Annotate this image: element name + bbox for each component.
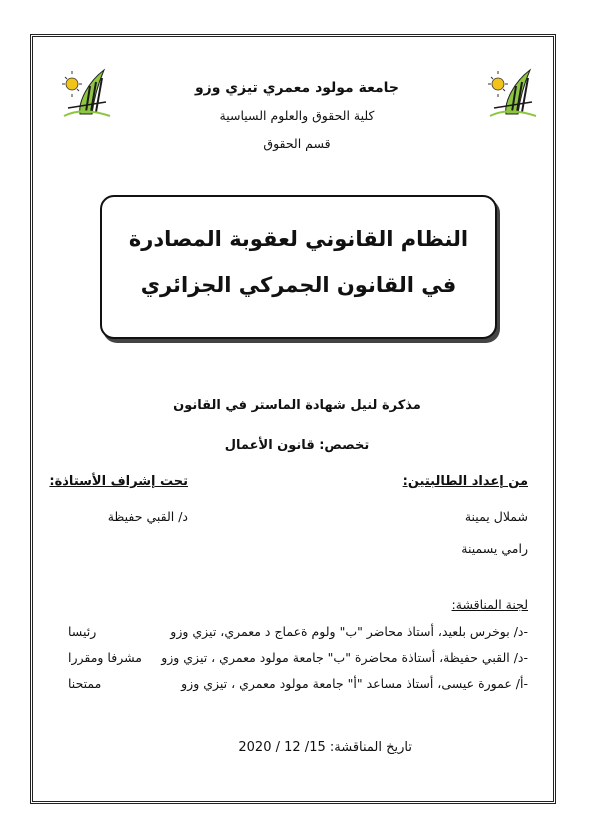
students-heading: من إعداد الطالبتين:	[402, 474, 528, 489]
committee-heading: لجنة المناقشة:	[451, 597, 528, 612]
committee-member	[68, 624, 528, 639]
committee-member-text: -د/ بوخرس بلعيد، أستاذ محاضر "ب" ولوم ةعماج د معمري، تيزي وزو	[170, 624, 528, 639]
supervisor-heading: تحت إشراف الأستاذة:	[49, 474, 188, 489]
thesis-title-line-2: في القانون الجمركي الجزائري	[140, 273, 457, 297]
thesis-title-line-1: النظام القانوني لعقوبة المصادرة	[128, 227, 469, 251]
student-name: شملال يمينة	[464, 509, 528, 524]
specialty: تخصص: قانون الأعمال	[224, 438, 370, 453]
student-name: رامي يسمينة	[461, 541, 528, 556]
committee-member-role: مشرفا ومقررا	[68, 650, 142, 665]
supervisor-name: د/ القبي حفيظة	[107, 509, 188, 524]
degree-statement: مذكرة لنيل شهادة الماستر في القانون	[173, 398, 421, 413]
committee-member-role: ممتحنا	[68, 676, 102, 691]
committee-member	[68, 676, 528, 691]
committee-member	[68, 650, 528, 665]
title-box	[100, 195, 497, 339]
committee-member-text: -د/ القبي حفيظة، أستاذة محاضرة "ب" جامعة مولود معمري ، تيزي وزو	[161, 650, 528, 665]
faculty-name: كلية الحقوق والعلوم السياسية	[219, 108, 375, 123]
committee-member-role: رئيسا	[68, 624, 97, 639]
department-name: قسم الحقوق	[263, 136, 331, 151]
university-name: جامعة مولود معمري تيزي وزو	[194, 80, 400, 96]
committee-member-text: -أ/ عمورة عيسى، أستاذ مساعد "أ" جامعة مولود معمري ، تيزي وزو	[181, 676, 528, 691]
discussion-date: تاريخ المناقشة: 15/ 12 / 2020	[238, 740, 412, 755]
